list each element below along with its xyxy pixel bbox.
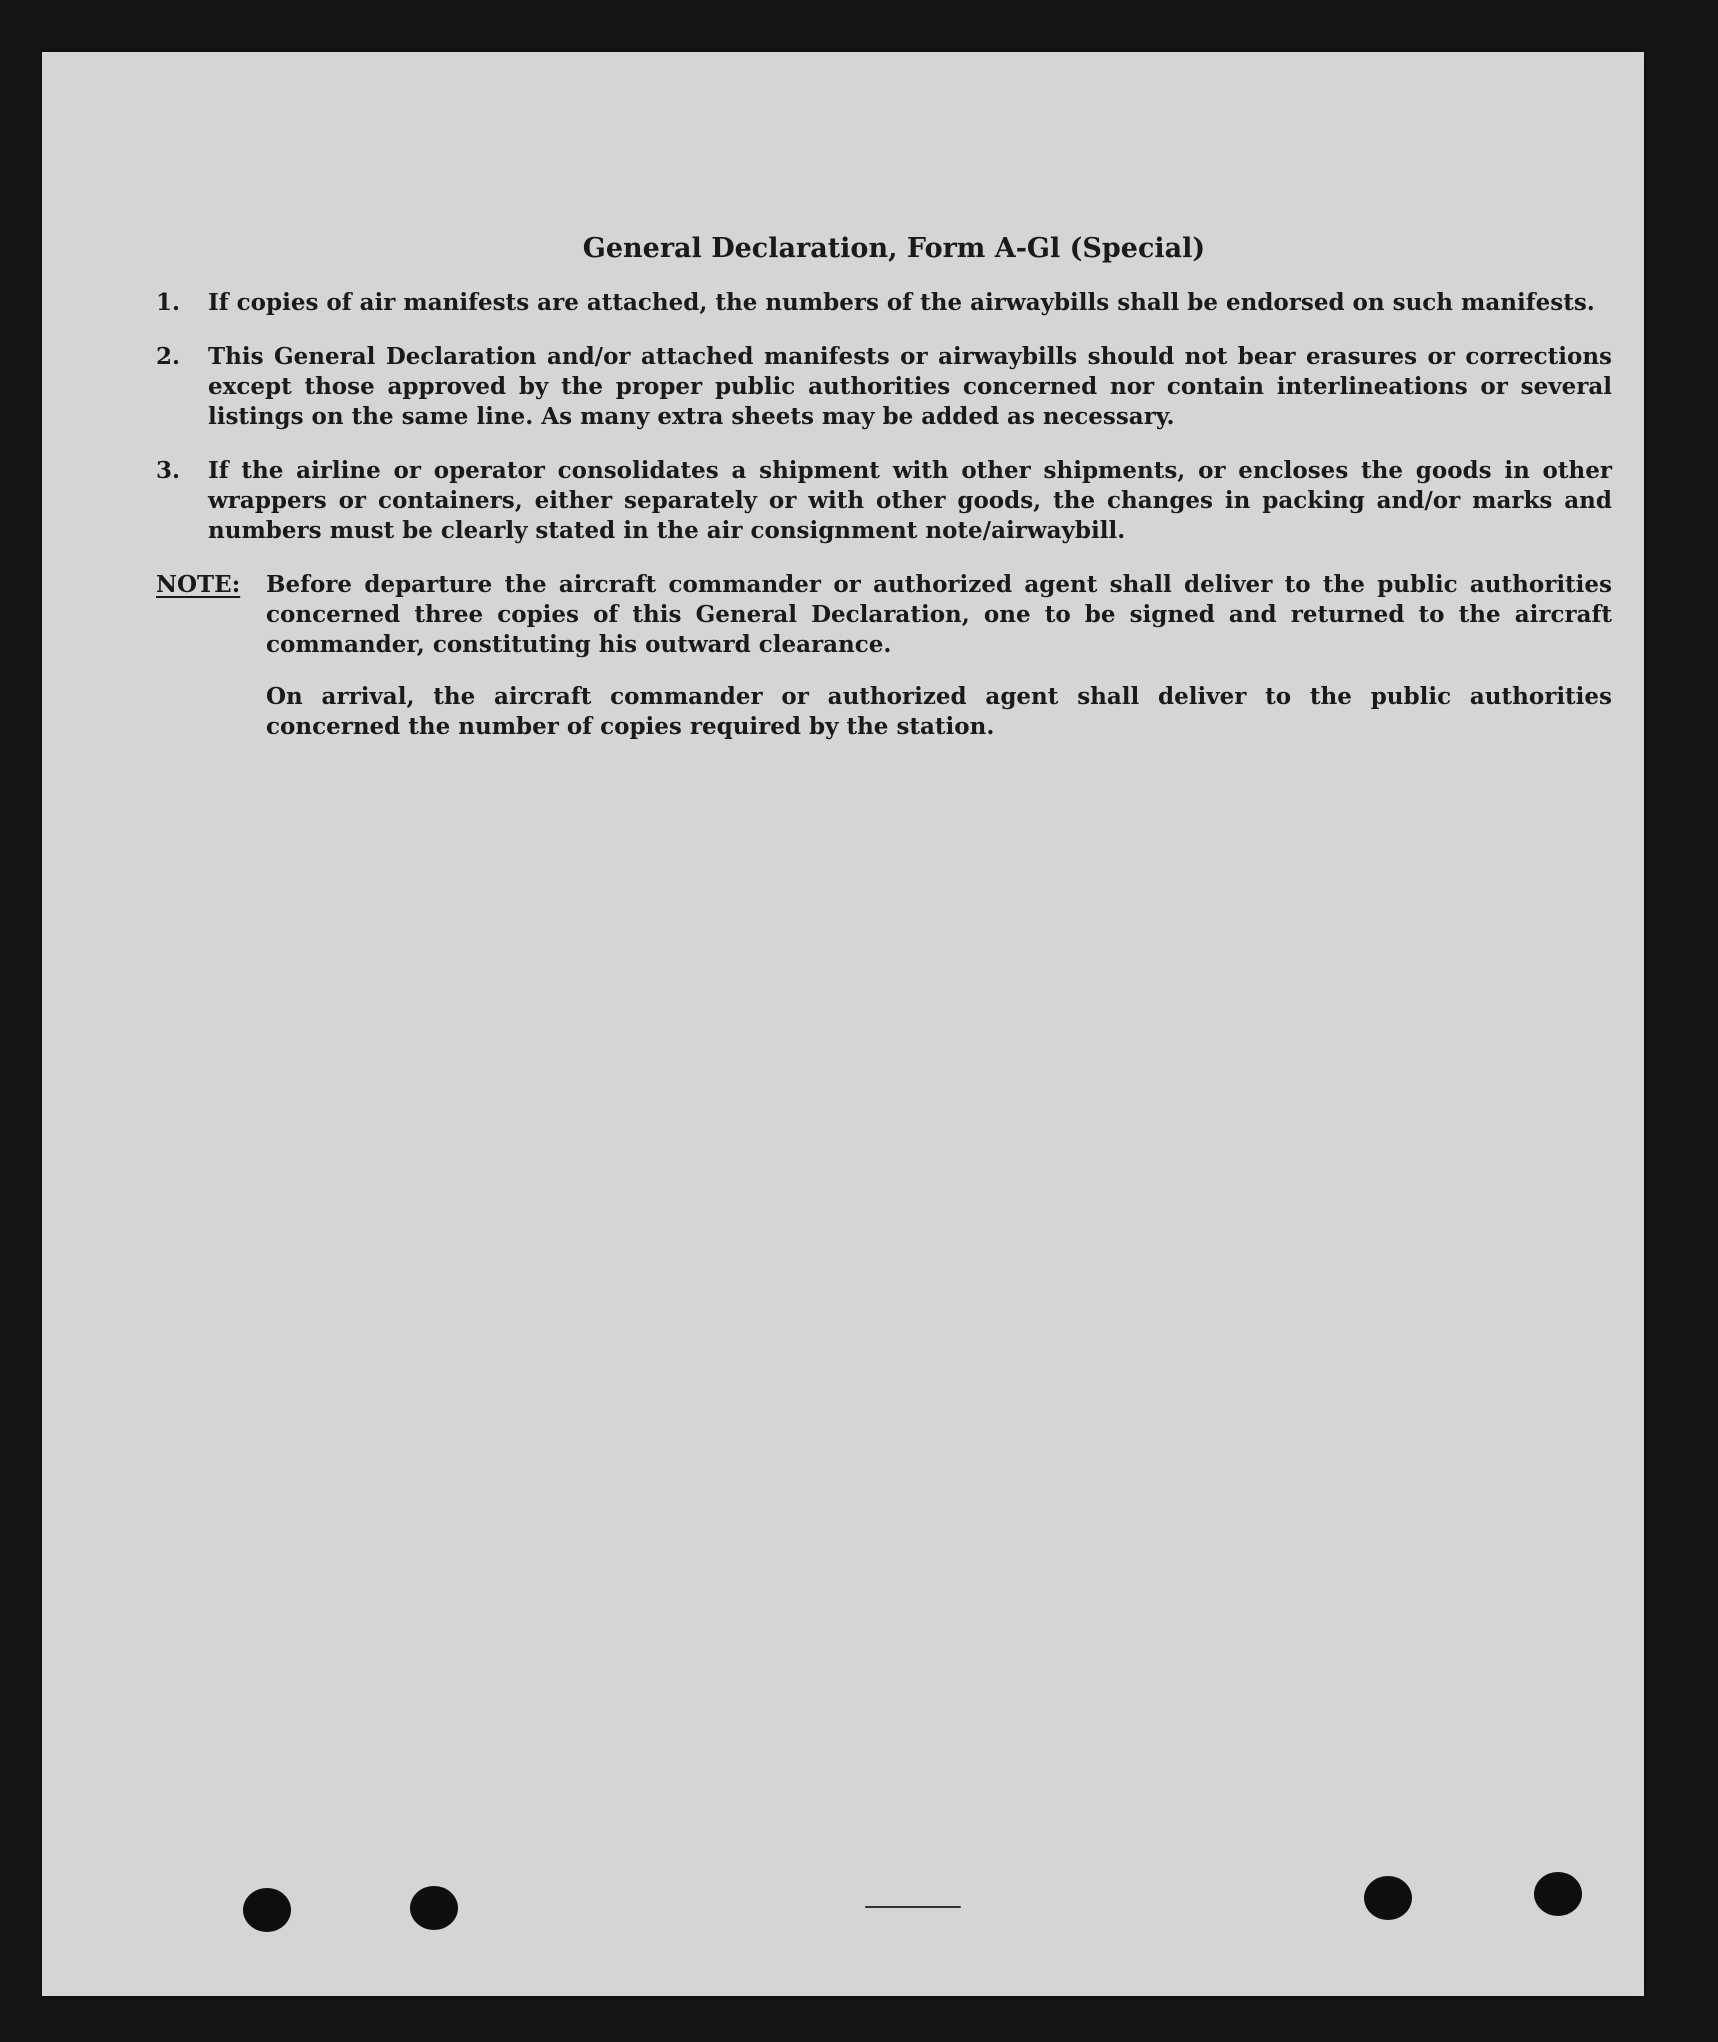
list-item	[156, 342, 1612, 432]
item-number: 3.	[156, 457, 181, 484]
punch-hole	[1534, 1872, 1582, 1916]
note-label: NOTE:	[156, 571, 241, 598]
list-item	[156, 288, 1612, 318]
document-page	[42, 52, 1644, 1996]
punch-hole	[1364, 1876, 1412, 1920]
punch-hole	[410, 1886, 458, 1930]
document-title: General Declaration, Form A-Gl (Special)	[582, 233, 1206, 264]
item-text: If copies of air manifests are attached, the numbers of the airwaybills shall be endorsed on such manifests.	[208, 289, 1595, 316]
item-number: 1.	[156, 289, 181, 316]
paper-mark	[865, 1906, 961, 1908]
note-paragraph: Before departure the aircraft commander or authorized agent shall deliver to the public authorities concerned three copies of this General Declaration, one to be signed and returned to the aircraft commander, constituting his outward clearance.	[266, 571, 1612, 658]
note-paragraph: On arrival, the aircraft commander or authorized agent shall deliver to the public authorities concerned the number of copies required by the station.	[266, 683, 1612, 740]
item-text: This General Declaration and/or attached manifests or airwaybills should not bear erasures or corrections except those approved by the proper public authorities concerned nor contain interlineations or several listings on the same line. As many extra sheets may be added as necessary.	[208, 343, 1612, 430]
note-section	[156, 570, 1612, 764]
item-number: 2.	[156, 343, 181, 370]
note-body	[266, 570, 1612, 764]
list-item	[156, 456, 1612, 546]
document-content	[156, 234, 1612, 786]
item-text: If the airline or operator consolidates a shipment with other shipments, or encloses the goods in other wrappers or containers, either separately or with other goods, the changes in packing and/or marks and numbers must be clearly stated in the air consignment note/airwaybill.	[208, 457, 1612, 544]
punch-hole	[243, 1888, 291, 1932]
